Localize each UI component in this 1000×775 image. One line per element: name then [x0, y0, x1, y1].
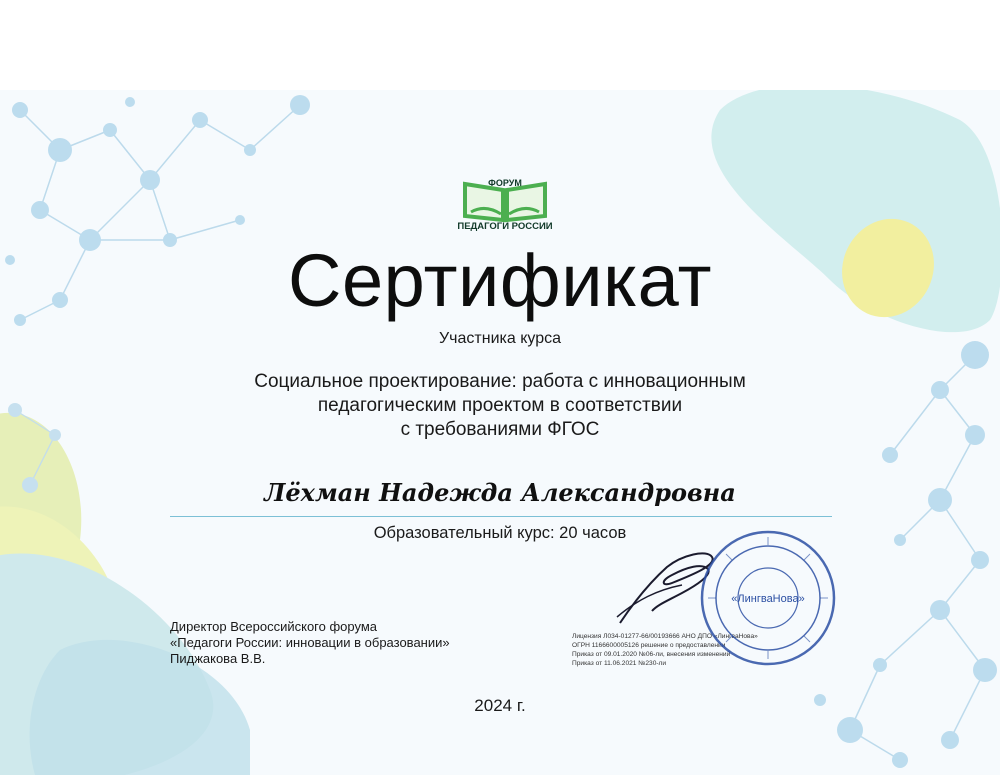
course-title-line: Социальное проектирование: работа с инновационным — [254, 371, 746, 392]
recipient-name: Лёхман Надежда Александровна — [264, 478, 736, 507]
course-title-line: педагогическим проектом в соответствии — [317, 395, 683, 416]
license-line: Приказ от 09.01.2020 №06-ли, внесения изменений — [572, 651, 731, 658]
course-hours: Образовательный курс: 20 часов — [373, 524, 627, 542]
director-block — [170, 619, 450, 667]
course-title — [150, 370, 850, 442]
stamp-label: «ЛингваНова» — [731, 593, 805, 605]
license-line: ОГРН 1166600005126 решение о предоставлении — [572, 642, 726, 649]
license-line: Приказ от 11.06.2021 №230-ли — [572, 660, 667, 667]
certificate — [0, 90, 1000, 775]
name-underline — [170, 516, 832, 517]
certificate-subtitle: Участника курса — [439, 330, 561, 347]
director-line: Директор Всероссийского форума — [170, 619, 378, 634]
license-line: Лицензия Л034-01277-66/00193666 АНО ДПО «ЛингваНова» — [572, 633, 758, 640]
certificate-title: Сертификат — [288, 239, 712, 322]
logo-line1: ФОРУМ — [488, 178, 522, 188]
logo-line2: ПЕДАГОГИ РОССИИ — [457, 221, 553, 232]
course-title-line: с требованиями ФГОС — [400, 419, 600, 440]
certificate-year: 2024 г. — [474, 696, 526, 715]
director-line: «Педагоги России: инновации в образовании» — [170, 635, 450, 650]
director-line: Пиджакова В.В. — [170, 651, 266, 666]
forum-logo — [455, 174, 555, 234]
organization-stamp — [698, 528, 838, 668]
